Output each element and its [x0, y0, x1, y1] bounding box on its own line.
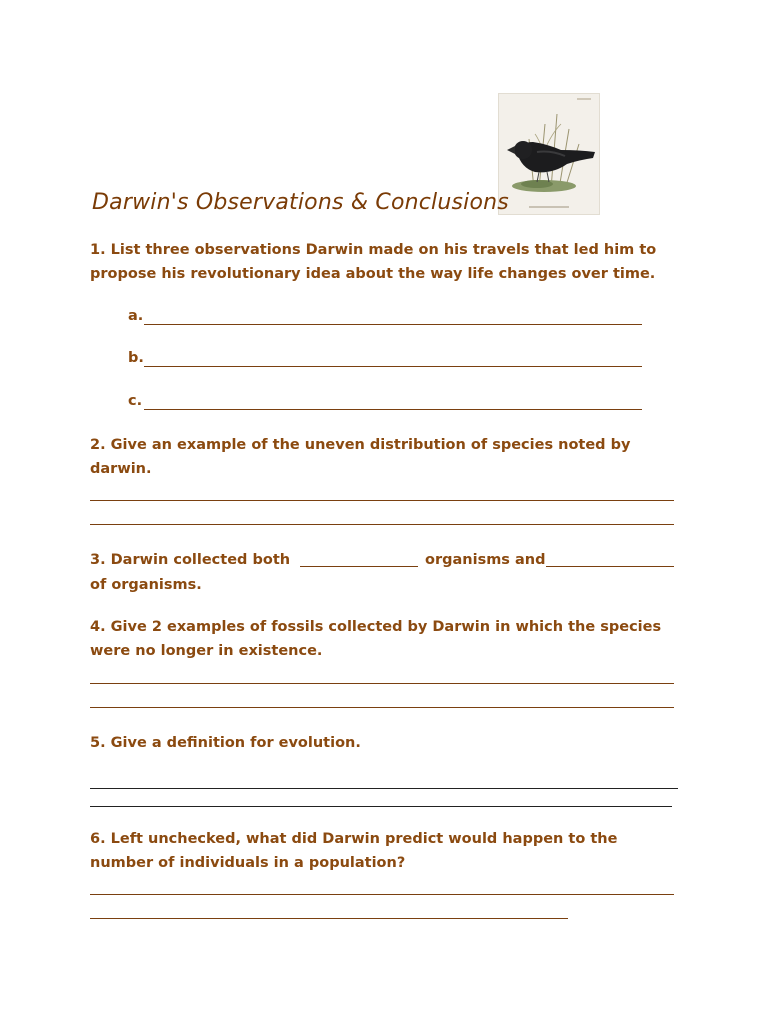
- question-5-line-1: 5. Give a definition for evolution.: [90, 735, 361, 751]
- bird-illustration-icon: [499, 94, 599, 214]
- answer-6-line-1[interactable]: [90, 894, 674, 895]
- question-1-line-2: propose his revolutionary idea about the way life changes over time.: [90, 266, 656, 282]
- answer-b-line[interactable]: [144, 366, 642, 367]
- question-4-line-2: were no longer in existence.: [90, 643, 323, 659]
- question-3-part-2: organisms and: [425, 552, 546, 568]
- question-6-line-1: 6. Left unchecked, what did Darwin predict would happen to the: [90, 831, 618, 847]
- answer-3-blank-2[interactable]: [546, 566, 674, 567]
- question-4-line-1: 4. Give 2 examples of fossils collected by Darwin in which the species: [90, 619, 662, 635]
- answer-c-line[interactable]: [144, 409, 642, 410]
- answer-a-line[interactable]: [144, 324, 642, 325]
- answer-6-line-2[interactable]: [90, 918, 568, 919]
- question-1-line-1: 1. List three observations Darwin made on his travels that led him to: [90, 242, 657, 258]
- answer-3-blank-1[interactable]: [300, 566, 418, 567]
- answer-5-line-1[interactable]: [90, 788, 678, 789]
- answer-5-line-2[interactable]: [90, 806, 672, 807]
- answer-a-label: a.: [128, 308, 144, 324]
- answer-2-line-1[interactable]: [90, 500, 674, 501]
- finch-illustration: [498, 93, 600, 215]
- question-3-line-2: of organisms.: [90, 577, 202, 593]
- answer-4-line-1[interactable]: [90, 683, 674, 684]
- answer-4-line-2[interactable]: [90, 707, 674, 708]
- question-6-line-2: number of individuals in a population?: [90, 855, 406, 871]
- answer-c-label: c.: [128, 393, 143, 409]
- page-title: Darwin's Observations & Conclusions: [92, 190, 509, 215]
- answer-2-line-2[interactable]: [90, 524, 674, 525]
- question-2-line-2: darwin.: [90, 461, 152, 477]
- question-3-part-1: 3. Darwin collected both: [90, 552, 291, 568]
- question-2-line-1: 2. Give an example of the uneven distribution of species noted by: [90, 437, 631, 453]
- answer-b-label: b.: [128, 350, 144, 366]
